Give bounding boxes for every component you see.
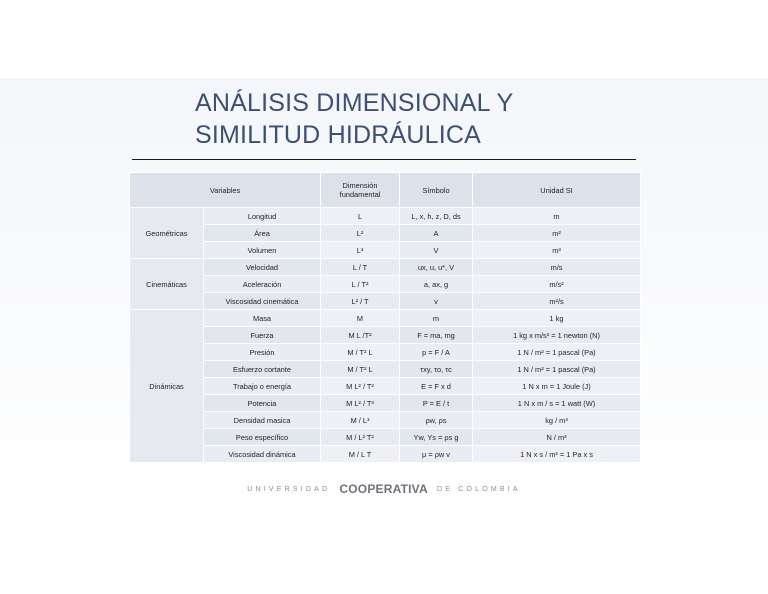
variable-cell: Trabajo o energía (204, 378, 321, 395)
variable-cell: Esfuerzo cortante (204, 361, 321, 378)
symbol-cell: Yw, Ys = ρs g (400, 429, 473, 446)
unit-cell: m²/s (473, 293, 641, 310)
dimension-cell: M / L T (321, 446, 400, 463)
symbol-cell: a, ax, g (400, 276, 473, 293)
table-row (130, 276, 641, 293)
title-divider (132, 159, 636, 160)
category-cell: Geométricas (130, 208, 204, 259)
variable-cell: Densidad masica (204, 412, 321, 429)
table-row (130, 378, 641, 395)
category-cell: Cinemáticas (130, 259, 204, 310)
symbol-cell: P = E / t (400, 395, 473, 412)
table-row (130, 412, 641, 429)
footer-suffix: DE COLOMBIA (436, 486, 521, 493)
header-dimension: Dimensión fundamental (321, 173, 400, 208)
variable-cell: Potencia (204, 395, 321, 412)
variable-cell: Longitud (204, 208, 321, 225)
table-row (130, 225, 641, 242)
unit-cell: 1 N x m = 1 Joule (J) (473, 378, 641, 395)
dimension-cell: M / L² T² (321, 429, 400, 446)
dimension-cell: L³ (321, 242, 400, 259)
dimension-cell: M L /T² (321, 327, 400, 344)
symbol-cell: E = F x d (400, 378, 473, 395)
unit-cell: m/s (473, 259, 641, 276)
page-title (195, 87, 513, 151)
symbol-cell: v (400, 293, 473, 310)
dimension-cell: M / T² L (321, 361, 400, 378)
dimension-cell: M L² / T³ (321, 395, 400, 412)
variable-cell: Área (204, 225, 321, 242)
dimension-cell: M (321, 310, 400, 327)
symbol-cell: V (400, 242, 473, 259)
dimension-cell: L² / T (321, 293, 400, 310)
unit-cell: 1 N / m² = 1 pascal (Pa) (473, 344, 641, 361)
header-symbol: Símbolo (400, 173, 473, 208)
unit-cell: m (473, 208, 641, 225)
table-row (130, 344, 641, 361)
footer-prefix: UNIVERSIDAD (247, 486, 331, 493)
unit-cell: 1 N / m² = 1 pascal (Pa) (473, 361, 641, 378)
variable-cell: Volumen (204, 242, 321, 259)
dimension-cell: M L² / T² (321, 378, 400, 395)
header-unit: Unidad SI (473, 173, 641, 208)
title-line-2: SIMILITUD HIDRÁULICA (195, 121, 481, 149)
dimension-cell: L / T (321, 259, 400, 276)
footer-logo (0, 482, 768, 496)
symbol-cell: L, x, h, z, D, ds (400, 208, 473, 225)
variable-cell: Peso específico (204, 429, 321, 446)
dimension-cell: M / T² L (321, 344, 400, 361)
footer-brand: COOPERATIVA (339, 482, 428, 496)
variable-cell: Aceleración (204, 276, 321, 293)
table-row (130, 446, 641, 463)
symbol-cell: F = ma, mg (400, 327, 473, 344)
symbol-cell: τxy, τo, τc (400, 361, 473, 378)
variable-cell: Viscosidad dinámica (204, 446, 321, 463)
symbol-cell: A (400, 225, 473, 242)
variable-cell: Fuerza (204, 327, 321, 344)
dimension-cell: L (321, 208, 400, 225)
table-row (130, 310, 641, 327)
table-row (130, 242, 641, 259)
header-variables: Variables (130, 173, 321, 208)
table-row (130, 259, 641, 276)
unit-cell: m³ (473, 242, 641, 259)
unit-cell: m² (473, 225, 641, 242)
title-line-1: ANÁLISIS DIMENSIONAL Y (195, 89, 514, 117)
table-row (130, 361, 641, 378)
symbol-cell: μ = ρw v (400, 446, 473, 463)
dimension-cell: L / T² (321, 276, 400, 293)
symbol-cell: ρw, ρs (400, 412, 473, 429)
variable-cell: Masa (204, 310, 321, 327)
unit-cell: 1 N x m / s = 1 watt (W) (473, 395, 641, 412)
table-row (130, 208, 641, 225)
unit-cell: 1 kg x m/s² = 1 newton (N) (473, 327, 641, 344)
unit-cell: 1 N x s / m² = 1 Pa x s (473, 446, 641, 463)
unit-cell: N / m³ (473, 429, 641, 446)
table-row (130, 395, 641, 412)
variable-cell: Velocidad (204, 259, 321, 276)
table-row (130, 293, 641, 310)
variable-cell: Viscosidad cinemática (204, 293, 321, 310)
variable-cell: Presión (204, 344, 321, 361)
dimension-cell: M / L³ (321, 412, 400, 429)
unit-cell: 1 kg (473, 310, 641, 327)
table-row (130, 429, 641, 446)
table-header-row (130, 173, 641, 208)
dimension-cell: L² (321, 225, 400, 242)
symbol-cell: m (400, 310, 473, 327)
symbol-cell: p = F / A (400, 344, 473, 361)
unit-cell: kg / m³ (473, 412, 641, 429)
symbol-cell: ux, u, u*, V (400, 259, 473, 276)
dimensions-table (129, 172, 641, 463)
category-cell: Dinámicas (130, 310, 204, 463)
table-row (130, 327, 641, 344)
unit-cell: m/s² (473, 276, 641, 293)
